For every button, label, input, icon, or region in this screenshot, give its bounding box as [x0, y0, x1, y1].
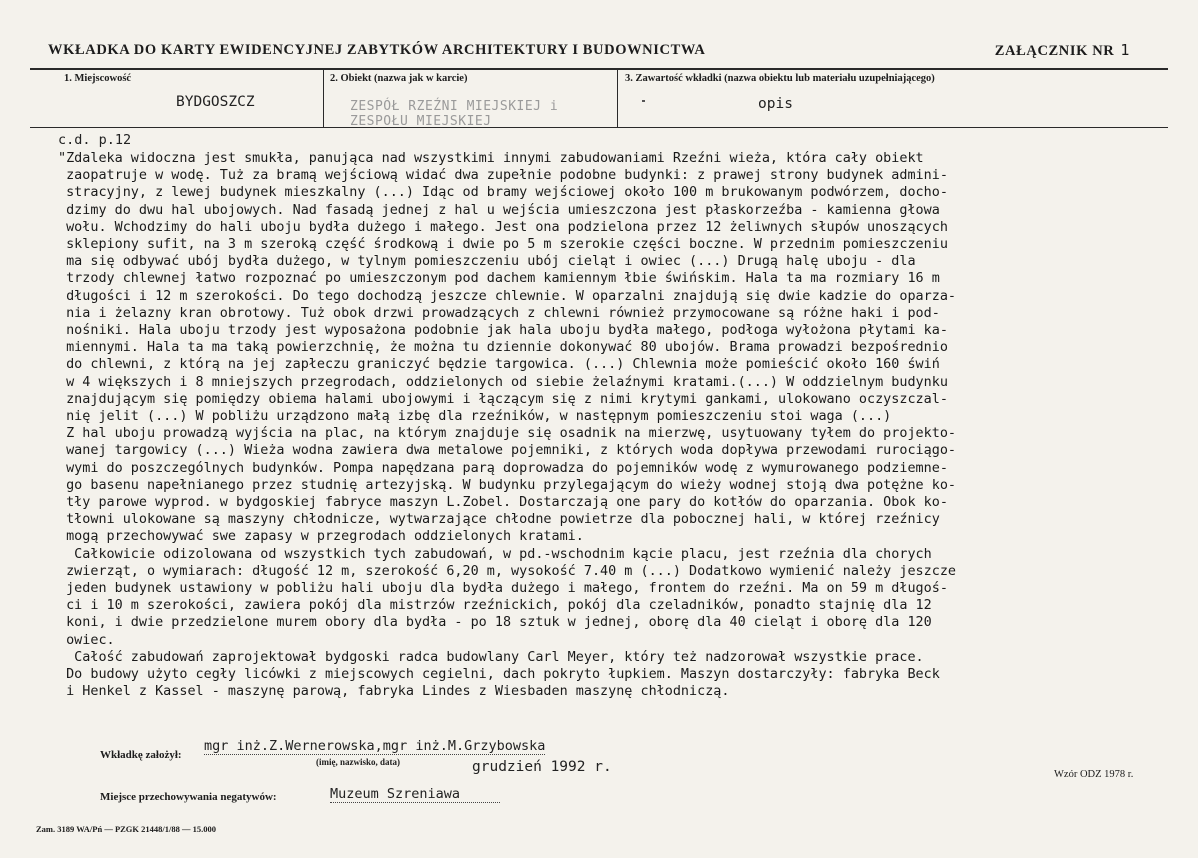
- continuation-note: c.d. p.12: [58, 132, 132, 148]
- text-line: trzody chlewnej łatwo rozpoznać po umieszczonym pod dachem kamiennym łbie świńskim. Hala ta ma rozmiary 16 m: [58, 271, 940, 287]
- negatives-label: Miejsce przechowywania negatywów:: [100, 791, 277, 803]
- content-value: opis: [758, 96, 793, 112]
- field-divider-2: [617, 68, 618, 128]
- text-line: mogą przechowywać swe zapasy w przegrodach oddzielonych kratami.: [58, 529, 584, 545]
- locality-label: 1. Miejscowość: [64, 73, 132, 84]
- description-text: [58, 150, 1176, 701]
- text-line: Całość zabudowań zaprojektował bydgoski radca budowlany Carl Meyer, który też nadzorował wszystkie prace.: [58, 649, 924, 665]
- text-line: dzimy do dwu hal ubojowych. Nad fasadą jednej z hal u wejścia umieszczona jest płaskorzeźba - kamienna głowa: [58, 202, 940, 218]
- form-code: Wzór ODZ 1978 r.: [1054, 769, 1134, 780]
- text-line: wanej targowicy (...) Wieża wodna zawiera dwa metalowe pojemniki, z których woda dopływa przewodami rurociągo-: [58, 443, 956, 459]
- text-line: długości i 12 m szerokości. Do tego dochodzą jeszcze chlewnie. W oparzalni znajdują się dwie kadzie do oparza-: [58, 288, 956, 304]
- text-line: wołu. Wchodzimy do hali uboju bydła dużego i małego. Jest ona podzielona przez 12 żeliwnych słupów unoszących: [58, 219, 948, 235]
- text-line: miennymi. Hala ta ma taką powierzchnię, że można tu dziennie dokonywać 80 ubojów. Brama prowadzi bezpośrednio: [58, 340, 948, 356]
- text-line: Całkowicie odizolowana od wszystkich tych zabudowań, w pd.-wschodnim kącie placu, jest rzeźnia dla chorych: [58, 546, 932, 562]
- annex-label-text: ZAŁĄCZNIK NR: [994, 43, 1115, 59]
- text-line: wymi do poszczególnych budynków. Pompa napędzana parą doprowadza do pojemników wodę z wymurowanego podziemne-: [58, 460, 948, 476]
- text-line: ma się odbywać ubój bydła dużego, w tylnym pomieszczeniu ubój cieląt i owiec (...) Drugą halę uboju - dla: [58, 254, 916, 270]
- text-line: jeden budynek ustawiony w pobliżu hali uboju dla bydła dużego i małego, frontem do rzeźni. Ma on 59 m długoś-: [58, 581, 948, 597]
- text-line: nośniki. Hala uboju trzody jest wyposażona podobnie jak hala uboju bydła małego, podłoga wyłożona płytami ka-: [58, 323, 948, 339]
- object-label: 2. Obiekt (nazwa jak w karcie): [330, 73, 468, 84]
- text-line: tły parowe wyprod. w bydgoskiej fabryce maszyn L.Zobel. Dostarczają one pary do kotłów do oparzania. Obok ko-: [58, 495, 948, 511]
- print-code: Zam. 3189 WA/Pń — PZGK 21448/1/88 — 15.000: [36, 824, 217, 834]
- annex-number: 1: [1120, 41, 1130, 59]
- tick-mark-icon: [642, 100, 645, 102]
- text-line: w 4 większych i 8 mniejszych przegrodach, oddzielonych od siebie żelaźnymi kratami.(...) W oddzielnym budynku: [58, 374, 948, 390]
- text-line: znajdującym się pomiędzy obiema halami ubojowymi i łączącym się z nimi krytymi gankami, ulokowano oczyszczal-: [58, 391, 948, 407]
- header-top-rule: [30, 68, 1168, 70]
- form-title: WKŁADKA DO KARTY EWIDENCYJNEJ ZABYTKÓW ARCHITEKTURY I BUDOWNICTWA: [48, 42, 706, 58]
- text-line: "Zdaleka widoczna jest smukła, panująca nad wszystkimi innymi zabudowaniami Rzeźni wieża, która cały obiekt: [58, 151, 924, 166]
- locality-value: BYDGOSZCZ: [176, 94, 255, 110]
- text-line: sklepiony sufit, na 3 m szeroką część środkową i dwie po 5 m szerokie części boczne. W przednim pomieszczeniu: [58, 237, 948, 253]
- field-divider-1: [323, 68, 324, 128]
- text-line: nię jelit (...) W pobliżu urządzono małą izbę dla rzeźników, w następnym pomieszczeniu stoi waga (...): [58, 409, 892, 425]
- text-line: ci i 10 m szerokości, zawiera pokój dla mistrzów rzeźnickich, pokój dla czeladników, ponadto stajnię dla 12: [58, 598, 932, 614]
- founder-value: mgr inż.Z.Wernerowska,mgr inż.M.Grzybowska: [204, 738, 546, 754]
- object-value-line2: ZESPOŁU MIEJSKIEJ: [350, 114, 492, 126]
- content-label: 3. Zawartość wkładki (nazwa obiektu lub materiału uzupełniającego): [625, 73, 935, 84]
- text-line: do chlewni, z którą na jej zapłeczu graniczyć będzie targowica. (...) Chlewnia może pomieścić około 160 świń: [58, 357, 940, 373]
- founder-row: [100, 743, 182, 762]
- object-value-line1: ZESPÓŁ RZEŹNI MIEJSKIEJ i: [350, 99, 559, 114]
- text-line: zwierząt, o wymiarach: długość 12 m, szerokość 6,20 m, wysokość 7.40 m (...) Dodatkowo wymienić należy jeszcze: [58, 563, 956, 579]
- text-line: Do budowy użyto cegły licówki z miejscowych cegielni, dach pokryto łupkiem. Maszyn dostarczyły: fabryka Beck: [58, 667, 940, 683]
- negatives-value: Muzeum Szreniawa: [330, 786, 500, 803]
- text-line: zaopatruje w wodę. Tuż za bramą wejściową widać dwa zupełnie podobne budynki: z prawej strony budynek admini-: [58, 168, 948, 184]
- text-line: owiec.: [58, 632, 115, 648]
- header-bottom-rule: [30, 127, 1168, 128]
- text-line: nia i żelazny kran obrotowy. Tuż obok drzwi prowadzących z chlewni również przymocowane są różne haki i pod-: [58, 305, 940, 321]
- text-line: tłowni ulokowane są maszyny chłodnicze, wytwarzające chłodne powietrze dla pobocznej hali, w której rzeźnicy: [58, 512, 940, 528]
- text-line: i Henkel z Kassel - maszynę parową, fabryka Lindes z Wiesbaden maszynę chłodniczą.: [58, 684, 730, 700]
- text-line: koni, i dwie przedzielone murem obory dla bydła - po 18 sztuk w jednej, oborę dla 40 cieląt i oborę dla 120: [58, 615, 932, 631]
- text-line: Z hal uboju prowadzą wyjścia na plac, na którym znajduje się osadnik na mierzwę, usytuowany tyłem do projekto-: [58, 426, 956, 442]
- text-line: stracyjny, z lewej budynek mieszkalny (...) Idąc od bramy wejściowej około 100 m brukowanym podwórzem, docho-: [58, 185, 948, 201]
- text-line: go basenu napełnianego przez studnię artezyjską. W budynku przylegającym do wieży wodnej stoją dwa potężne ko-: [58, 477, 956, 493]
- founder-hint: (imię, nazwisko, data): [316, 757, 400, 767]
- date-value: grudzień 1992 r.: [472, 759, 612, 775]
- annex-label: [995, 41, 1130, 60]
- founder-label: Wkładkę założył:: [100, 749, 182, 761]
